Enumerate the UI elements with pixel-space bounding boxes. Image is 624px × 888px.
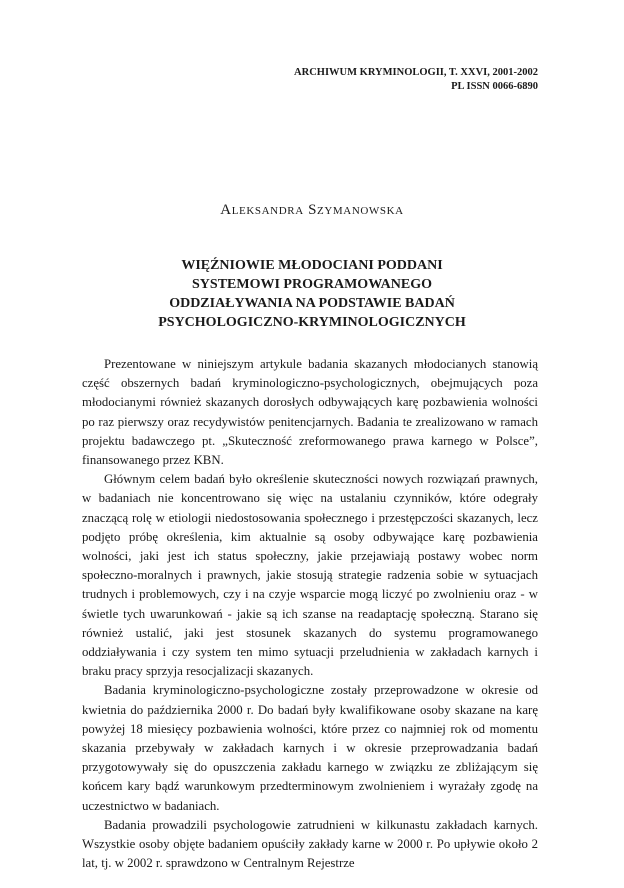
article-title: [80, 256, 544, 332]
paragraph: Głównym celem badań było określenie skuteczności nowych rozwiązań prawnych, w badaniach nie koncentrowano się więc na ustalaniu czynników, które odegrały znaczącą rolę w etiologii niedostosowania społecznego i przestępczości skazanych, lecz podjęto próbę określenia, kim aktualnie są osoby odbywające karę pozbawienia wolności, jaki jest ich status społeczny, jakie przejawiają postawy wobec norm społeczno-moralnych i prawnych, jakie stosują strategie radzenia sobie w sytuacjach trudnych i problemowych, czy i na czyje wsparcie mogą liczyć po zwolnieniu oraz - w świetle tych uwarunkowań - jakie są ich szanse na readaptację społeczną. Starano się również ustalić, jaki jest stosunek skazanych do systemu programowanego oddziaływania i czy system ten mimo sytuacji przeludnienia w zakładach karnych i braku pracy sprzyja resocjalizacji skazanych.: [82, 472, 538, 679]
article-body: [82, 355, 538, 873]
paragraph: Badania kryminologiczno-psychologiczne zostały przeprowadzone w okresie od kwietnia do października 2000 r. Do badań były kwalifikowane osoby skazane na karę powyżej 18 miesięcy pozbawienia wolności, które przez co najmniej rok od momentu skazania przebywały w zakładach karnych i w okresie przeprowadzania badań przygotowywały się do opuszczenia zakładu karnego w związku ze zbliżającym się końcem kary bądź warunkowym przedterminowym zwolnieniem i wyrażały zgodę na uczestnictwo w badaniach.: [82, 683, 538, 813]
journal-header: [294, 66, 538, 94]
paragraph: Prezentowane w niniejszym artykule badania skazanych młodocianych stanowią część obszernych badań kryminologiczno-psychologicznych, obejmujących poza młodocianymi również skazanych dorosłych odbywających karę pozbawienia wolności po raz pierwszy oraz recydywistów penitencjarnych. Badania te zrealizowano w ramach projektu badawczego pt. „Skuteczność zreformowanego prawa karnego w Polsce”, finansowanego przez KBN.: [82, 357, 538, 468]
title-line-4: PSYCHOLOGICZNO-KRYMINOLOGICZNYCH: [158, 315, 466, 330]
journal-issn: PL ISSN 0066-6890: [451, 81, 538, 92]
title-line-3: ODDZIAŁYWANIA NA PODSTAWIE BADAŃ: [169, 296, 455, 311]
title-line-2: SYSTEMOWI PROGRAMOWANEGO: [192, 277, 432, 292]
journal-title: ARCHIWUM KRYMINOLOGII, T. XXVI, 2001-2002: [294, 67, 538, 78]
title-line-1: WIĘŹNIOWIE MŁODOCIANI PODDANI: [181, 258, 443, 273]
paragraph: Badania prowadzili psychologowie zatrudnieni w kilkunastu zakładach karnych. Wszystkie osoby objęte badaniem opuściły zakłady karne w 2000 r. Po upływie około 2 lat, tj. w 2002 r. sprawdzono w Centralnym Rejestrze: [82, 817, 538, 871]
author-name: Aleksandra Szymanowska: [220, 202, 404, 218]
